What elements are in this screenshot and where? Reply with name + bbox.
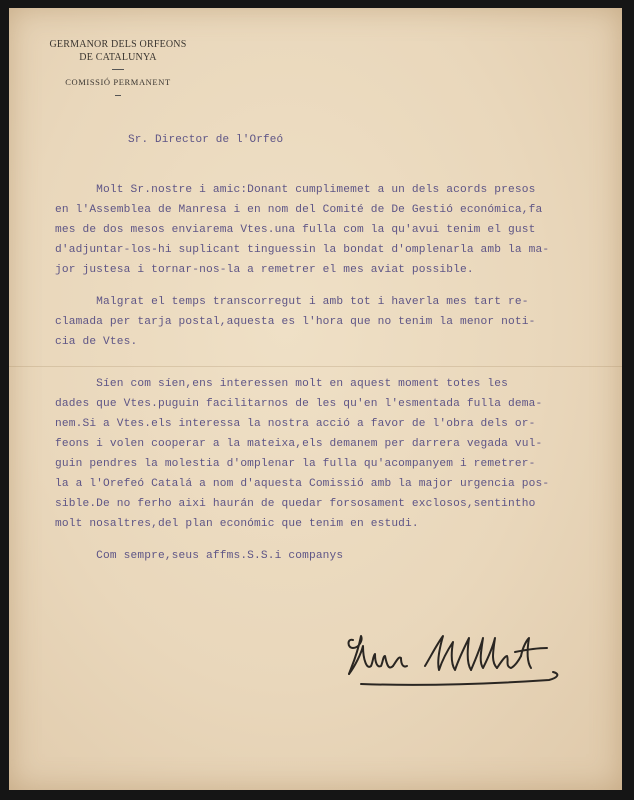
body-line: nem.Si a Vtes.els interessa la nostra acció a favor de l'obra dels or- (55, 418, 536, 430)
body-line: guin pendres la molestia d'omplenar la fulla qu'acompanyem i remetrer- (55, 458, 536, 470)
letterhead-divider (112, 69, 124, 70)
body-line: jor justesa i tornar-nos-la a remetrer el mes aviat possible. (55, 264, 474, 276)
body-line: clamada per tarja postal,aquesta es l'hora que no tenim la menor noti- (55, 316, 536, 328)
paper-fold (9, 366, 622, 367)
salutation: Sr. Director de l'Orfeó (128, 134, 284, 146)
body-line: dades que Vtes.puguin facilitarnos de les qu'en l'esmentada fulla dema- (55, 398, 543, 410)
body-line: Síen com síen,ens interessen molt en aquest moment totes les (55, 378, 508, 390)
letterhead (43, 38, 193, 96)
body-line: mes de dos mesos enviarema Vtes.una fulla com la qu'avui tenim el gust (55, 224, 536, 236)
body-line: sible.De no ferho aixi haurán de quedar forsosament exclosos,sentintho (55, 498, 536, 510)
letterhead-divider-small (115, 95, 121, 96)
body-line: la a l'Orefeó Catalá a nom d'aquesta Comissió amb la major urgencia pos- (55, 478, 550, 490)
letterhead-org-line1: GERMANOR DELS ORFEONS (49, 39, 187, 50)
body-line: molt nosaltres,del plan económic que tenim en estudi. (55, 518, 419, 530)
body-line: Molt Sr.nostre i amic:Donant cumplimemet a un dels acords presos (55, 184, 536, 196)
body-line: feons i volen cooperar a la mateixa,els demanem per darrera vegada vul- (55, 438, 543, 450)
handwritten-signature (339, 626, 569, 696)
closing: Com sempre,seus affms.S.S.i companys (55, 550, 344, 562)
body-line: en l'Assemblea de Manresa i en nom del Comité de De Gestió económica,fa (55, 204, 543, 216)
letter-sheet (9, 8, 622, 790)
letterhead-org-line2: DE CATALUNYA (79, 52, 157, 63)
body-line: cia de Vtes. (55, 336, 138, 348)
letterhead-committee: COMISSIÓ PERMANENT (65, 77, 171, 87)
body-line: d'adjuntar-los-hi suplicant tinguessin la bondat d'omplenarla amb la ma- (55, 244, 550, 256)
body-line: Malgrat el temps transcorregut i amb tot i haverla mes tart re- (55, 296, 529, 308)
